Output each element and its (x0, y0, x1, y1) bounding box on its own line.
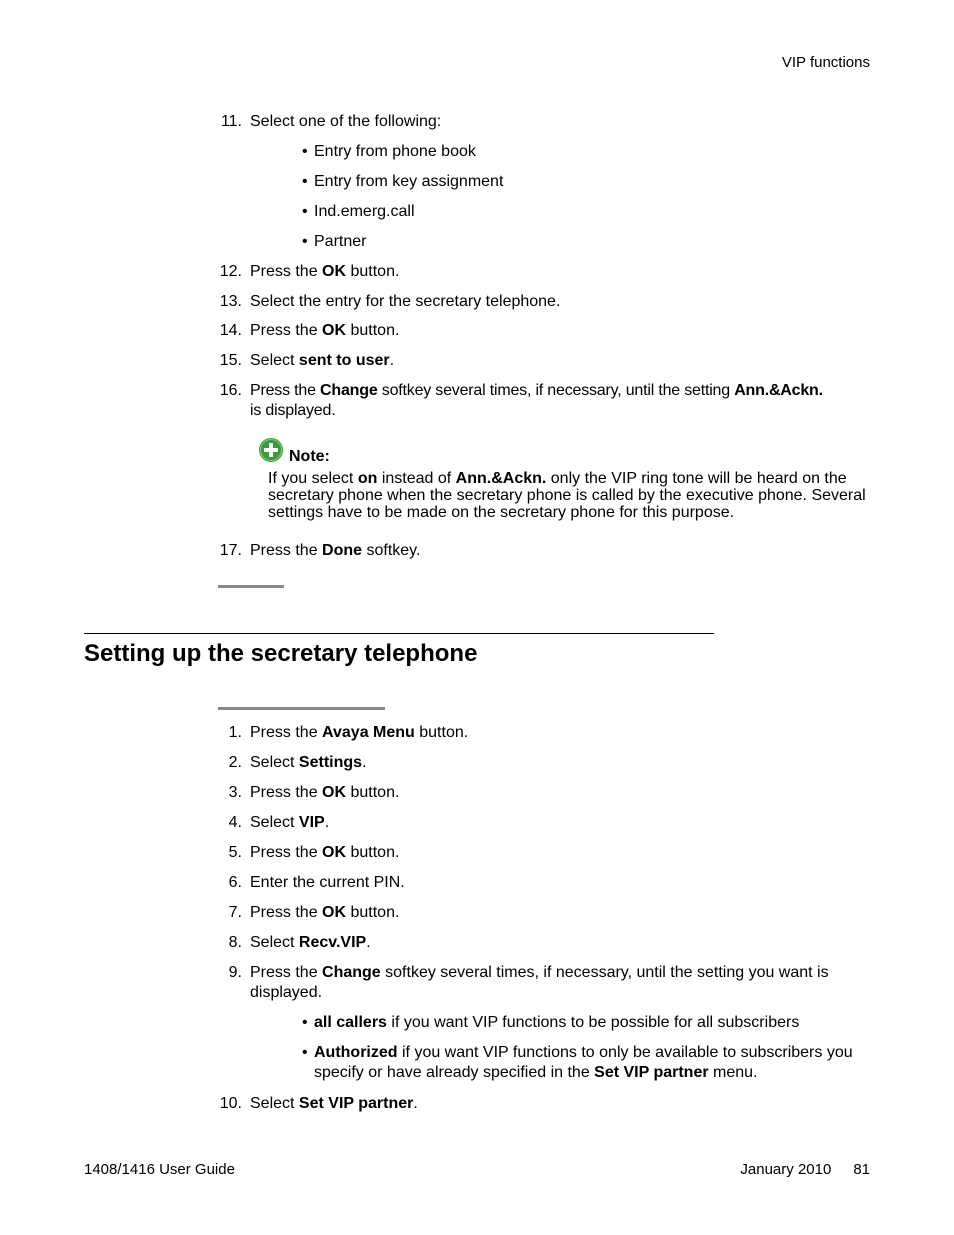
step-5 (0, 843, 954, 865)
procedure-start-rule (218, 707, 385, 710)
step-1 (0, 723, 954, 745)
step-number: 2. (228, 754, 242, 771)
option-item: • Entry from phone book (302, 143, 476, 160)
step-number: 9. (228, 964, 242, 981)
step-text: Press the OK button. (250, 784, 400, 801)
step-3 (0, 783, 954, 805)
section-title: Setting up the secretary telephone (84, 640, 478, 667)
note-label: Note: (289, 448, 330, 465)
step-text: Select the entry for the secretary telephone. (250, 293, 561, 310)
step-text: Select Set VIP partner. (250, 1095, 418, 1112)
step-9 (0, 963, 954, 1007)
footer-date: January 2010 (740, 1161, 832, 1178)
step-17 (0, 541, 954, 563)
step-text: Press the Done softkey. (250, 542, 421, 559)
step-10 (0, 1094, 954, 1116)
step-number: 3. (228, 784, 242, 801)
note-body: If you select on instead of Ann.&Ackn. only the VIP ring tone will be heard on the secretary phone when the secretary phone is called by the executive phone. Several settings have to be made on the secretary phone for this purpose. (268, 470, 866, 521)
plus-circle-icon (258, 437, 284, 463)
step-number: 1. (228, 724, 242, 741)
step-text: Press the OK button. (250, 844, 400, 861)
option-item: • all callers if you want VIP functions to be possible for all subscribers (302, 1014, 800, 1031)
step-8 (0, 933, 954, 955)
page-number: 81 (853, 1161, 870, 1178)
step-text: Select sent to user. (250, 352, 395, 369)
step-number: 15. (219, 352, 242, 369)
step-number: 6. (228, 874, 242, 891)
step-number: 17. (219, 542, 242, 559)
step-number: 11. (220, 113, 242, 130)
option-item: • Partner (302, 233, 367, 250)
step-number: 12. (219, 263, 242, 280)
step-text: Press the Avaya Menu button. (250, 724, 469, 741)
end-of-procedure-rule (218, 585, 284, 588)
step-text: Select Settings. (250, 754, 367, 771)
step-text: Press the OK button. (250, 263, 400, 280)
step-number: 4. (228, 814, 242, 831)
section-divider (84, 633, 714, 634)
step-text: Select VIP. (250, 814, 330, 831)
step-12 (0, 262, 954, 284)
step-11 (0, 112, 954, 134)
step-text: Press the Change softkey several times, if necessary, until the setting you want is displayed. (250, 964, 829, 1001)
step-14 (0, 321, 954, 343)
step-7 (0, 903, 954, 925)
step-number: 14. (219, 322, 242, 339)
step-number: 7. (228, 904, 242, 921)
step-number: 8. (228, 934, 242, 951)
step-4 (0, 813, 954, 835)
running-header: VIP functions (781, 54, 870, 71)
option-item: • Ind.emerg.call (302, 203, 415, 220)
step-text: Press the OK button. (250, 904, 400, 921)
option-item: • Entry from key assignment (302, 173, 504, 190)
step-number: 13. (219, 293, 242, 310)
step-text: Select one of the following: (250, 113, 442, 130)
step-13 (0, 292, 954, 314)
step-text: Select Recv.VIP. (250, 934, 371, 951)
step-text: Enter the current PIN. (250, 874, 405, 891)
footer-date-page (740, 1161, 870, 1178)
footer-guide-title: 1408/1416 User Guide (84, 1161, 235, 1178)
step-15 (0, 351, 954, 373)
option-item: • Authorized if you want VIP functions to only be available to subscribers you specify or have already specified in the Set VIP partner menu. (302, 1044, 853, 1081)
step-number: 10. (219, 1095, 242, 1112)
step-text: Press the OK button. (250, 322, 400, 339)
step-16 (0, 381, 954, 425)
step-2 (0, 753, 954, 775)
step-text: Press the Change softkey several times, if necessary, until the setting Ann.&Ackn. is displayed. (250, 382, 823, 419)
step-number: 5. (228, 844, 242, 861)
step-number: 16. (219, 382, 242, 399)
step-6 (0, 873, 954, 895)
